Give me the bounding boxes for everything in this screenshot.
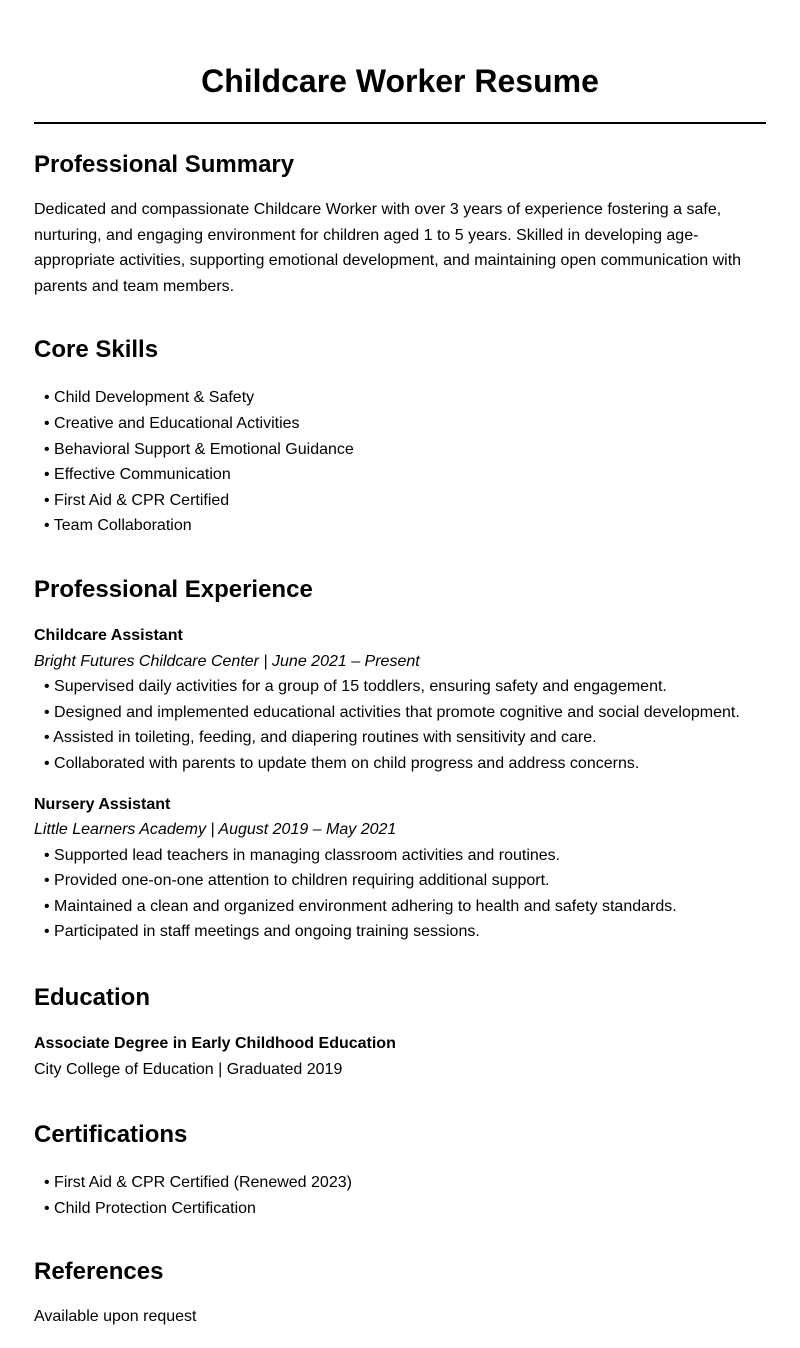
section-heading: References (34, 1258, 164, 1286)
certification-item: • Child Protection Certification (44, 1196, 766, 1222)
skill-item: • First Aid & CPR Certified (44, 488, 766, 514)
job-title: Nursery Assistant (34, 795, 171, 813)
job-duty: • Collaborated with parents to update them on child progress and address concerns. (44, 751, 766, 777)
job-duty: • Supervised daily activities for a group of 15 toddlers, ensuring safety and engagement. (44, 674, 766, 700)
job-duties-list (34, 674, 766, 776)
certification-item: • First Aid & CPR Certified (Renewed 2023) (44, 1170, 766, 1196)
certifications-list (34, 1170, 766, 1221)
skill-item: • Child Development & Safety (44, 385, 766, 411)
job-title: Childcare Assistant (34, 626, 183, 644)
job-employer-dates: Bright Futures Childcare Center | June 2021 – Present (34, 652, 420, 670)
job-duty: • Supported lead teachers in managing classroom activities and routines. (44, 843, 766, 869)
page-title: Childcare Worker Resume (201, 63, 599, 99)
skill-item: • Behavioral Support & Emotional Guidance (44, 437, 766, 463)
section-professional-summary (34, 150, 766, 299)
skill-item: • Team Collaboration (44, 513, 766, 539)
section-heading: Professional Experience (34, 575, 313, 603)
job-entry (34, 623, 766, 777)
job-employer-dates: Little Learners Academy | August 2019 – May 2021 (34, 821, 397, 839)
degree-title: Associate Degree in Early Childhood Education (34, 1035, 396, 1053)
skills-list (34, 385, 766, 539)
title-divider (34, 122, 766, 124)
summary-text: Dedicated and compassionate Childcare Worker with over 3 years of experience fostering a safe, nurturing, and engaging environment for children aged 1 to 5 years. Skilled in developing age-appropriate activities, supporting emotional development, and maintaining open communication with parents and team members. (34, 201, 742, 295)
section-heading: Professional Summary (34, 151, 295, 178)
school-and-year: City College of Education | Graduated 2019 (34, 1060, 343, 1078)
job-duties-list (34, 843, 766, 945)
section-heading: Core Skills (34, 336, 159, 364)
section-heading: Education (34, 984, 151, 1012)
section-education (34, 983, 766, 1082)
skill-item: • Effective Communication (44, 462, 766, 488)
job-duty: • Participated in staff meetings and ongoing training sessions. (44, 919, 766, 945)
job-duty: • Maintained a clean and organized environment adhering to health and safety standards. (44, 894, 766, 920)
job-duty: • Assisted in toileting, feeding, and diapering routines with sensitivity and care. (44, 725, 766, 751)
skill-item: • Creative and Educational Activities (44, 411, 766, 437)
section-certifications (34, 1120, 766, 1221)
section-references (34, 1257, 766, 1330)
job-duty: • Provided one-on-one attention to children requiring additional support. (44, 868, 766, 894)
job-duty: • Designed and implemented educational activities that promote cognitive and social development. (44, 700, 766, 726)
section-heading: Certifications (34, 1121, 188, 1149)
references-text: Available upon request (34, 1308, 197, 1326)
section-professional-experience (34, 575, 766, 945)
job-entry (34, 792, 766, 946)
section-core-skills (34, 335, 766, 539)
